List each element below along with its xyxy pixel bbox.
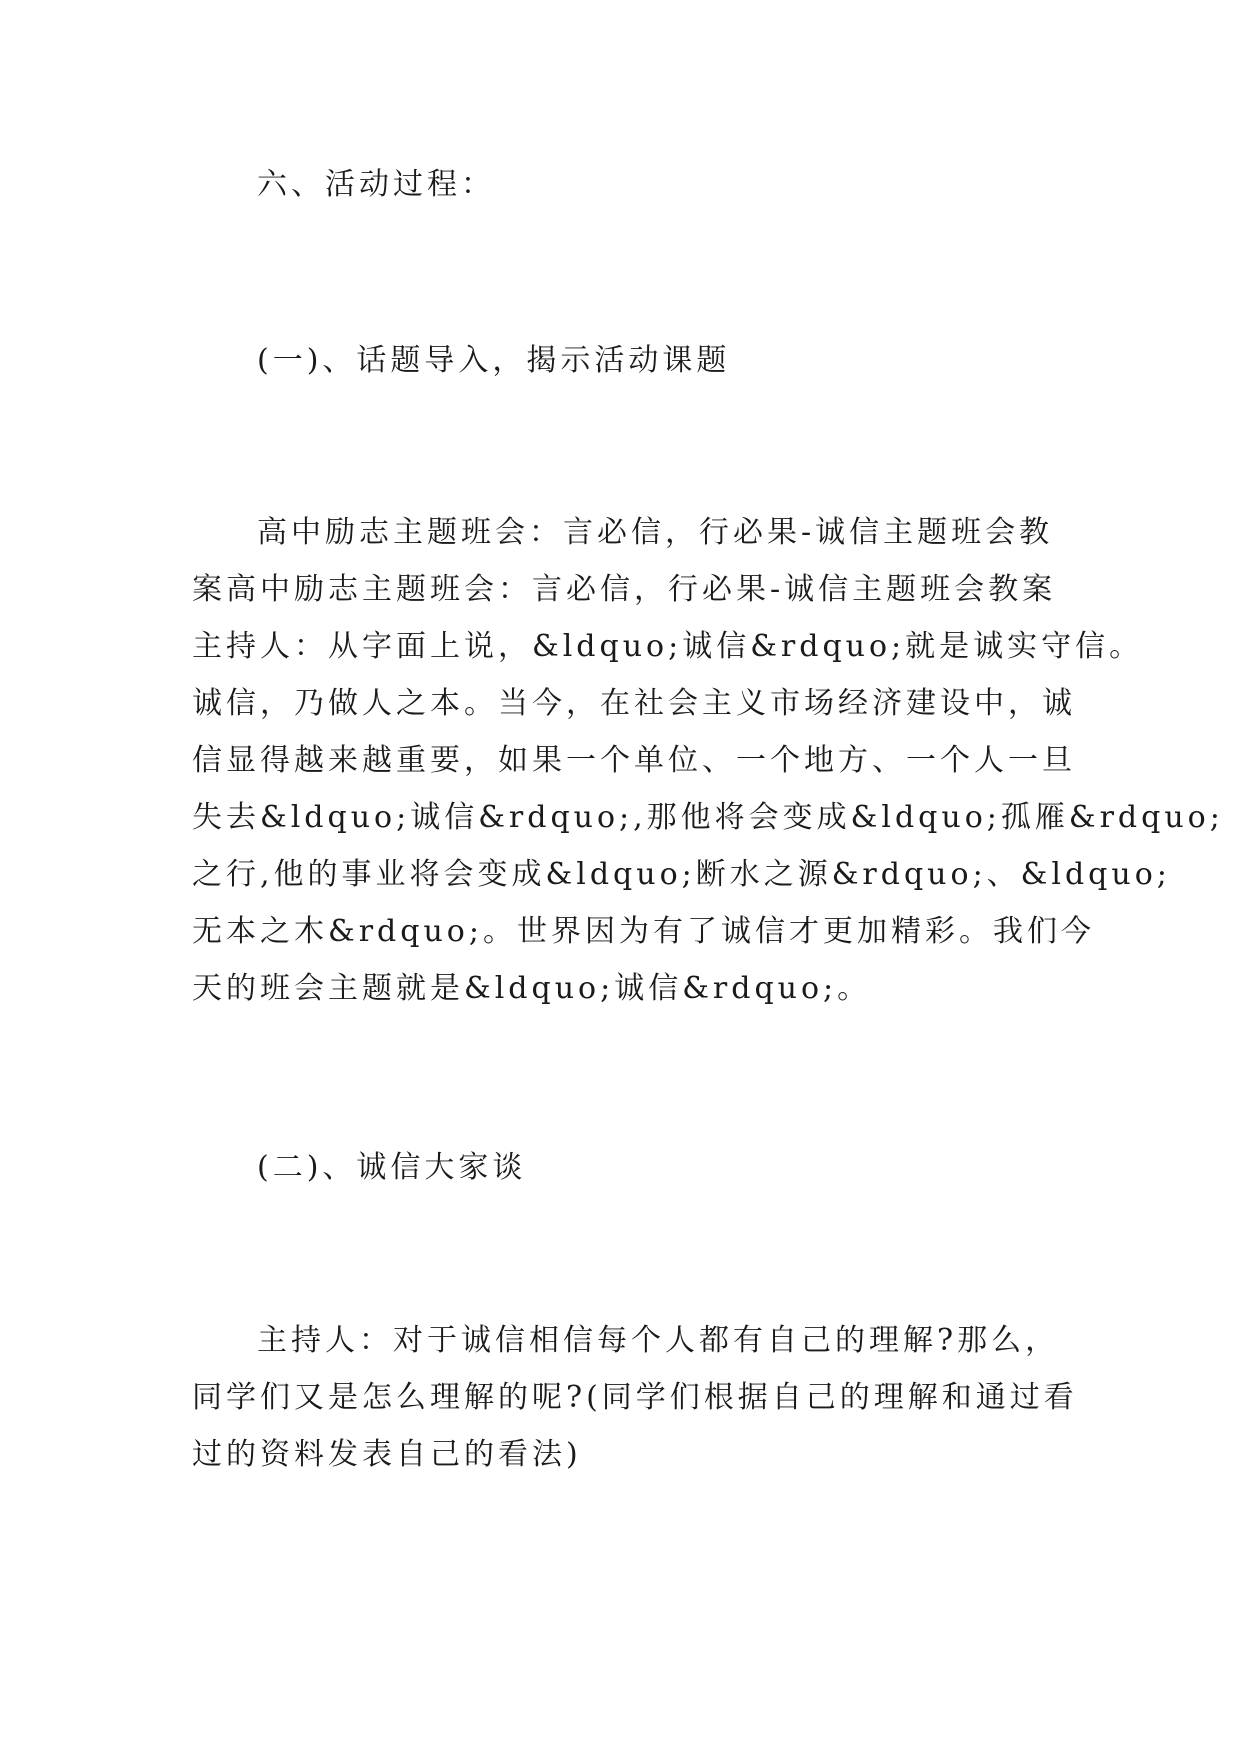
paragraph-2-line-3: 过的资料发表自己的看法) [192,1437,582,1472]
section-1-title: (一)、话题导入，揭示活动课题 [257,343,731,378]
paragraph-1-line-5: 信显得越来越重要，如果一个单位、一个地方、一个人一旦 [192,743,1076,778]
paragraph-1-line-2: 案高中励志主题班会：言必信，行必果-诚信主题班会教案 [192,572,1057,607]
paragraph-1-line-7: 之行,他的事业将会变成&ldquo;断水之源&rdquo;、&ldquo; [192,857,1171,892]
activity-process-heading: 六、活动过程： [257,167,495,202]
paragraph-1-line-9: 天的班会主题就是&ldquo;诚信&rdquo;。 [192,971,872,1006]
paragraph-1-line-6: 失去&ldquo;诚信&rdquo;,那他将会变成&ldquo;孤雁&rdquo; [192,800,1224,835]
paragraph-1-line-1: 高中励志主题班会：言必信，行必果-诚信主题班会教 [257,515,1054,550]
paragraph-1-line-8: 无本之木&rdquo;。世界因为有了诚信才更加精彩。我们今 [192,914,1095,949]
paragraph-1-line-4: 诚信，乃做人之本。当今，在社会主义市场经济建设中，诚 [192,686,1076,721]
paragraph-1-line-3: 主持人：从字面上说，&ldquo;诚信&rdquo;就是诚实守信。 [192,629,1144,664]
paragraph-2-line-1: 主持人：对于诚信相信每个人都有自己的理解?那么， [257,1323,1060,1358]
paragraph-2-line-2: 同学们又是怎么理解的呢?(同学们根据自己的理解和通过看 [192,1380,1078,1415]
section-2-title: (二)、诚信大家谈 [257,1150,527,1185]
